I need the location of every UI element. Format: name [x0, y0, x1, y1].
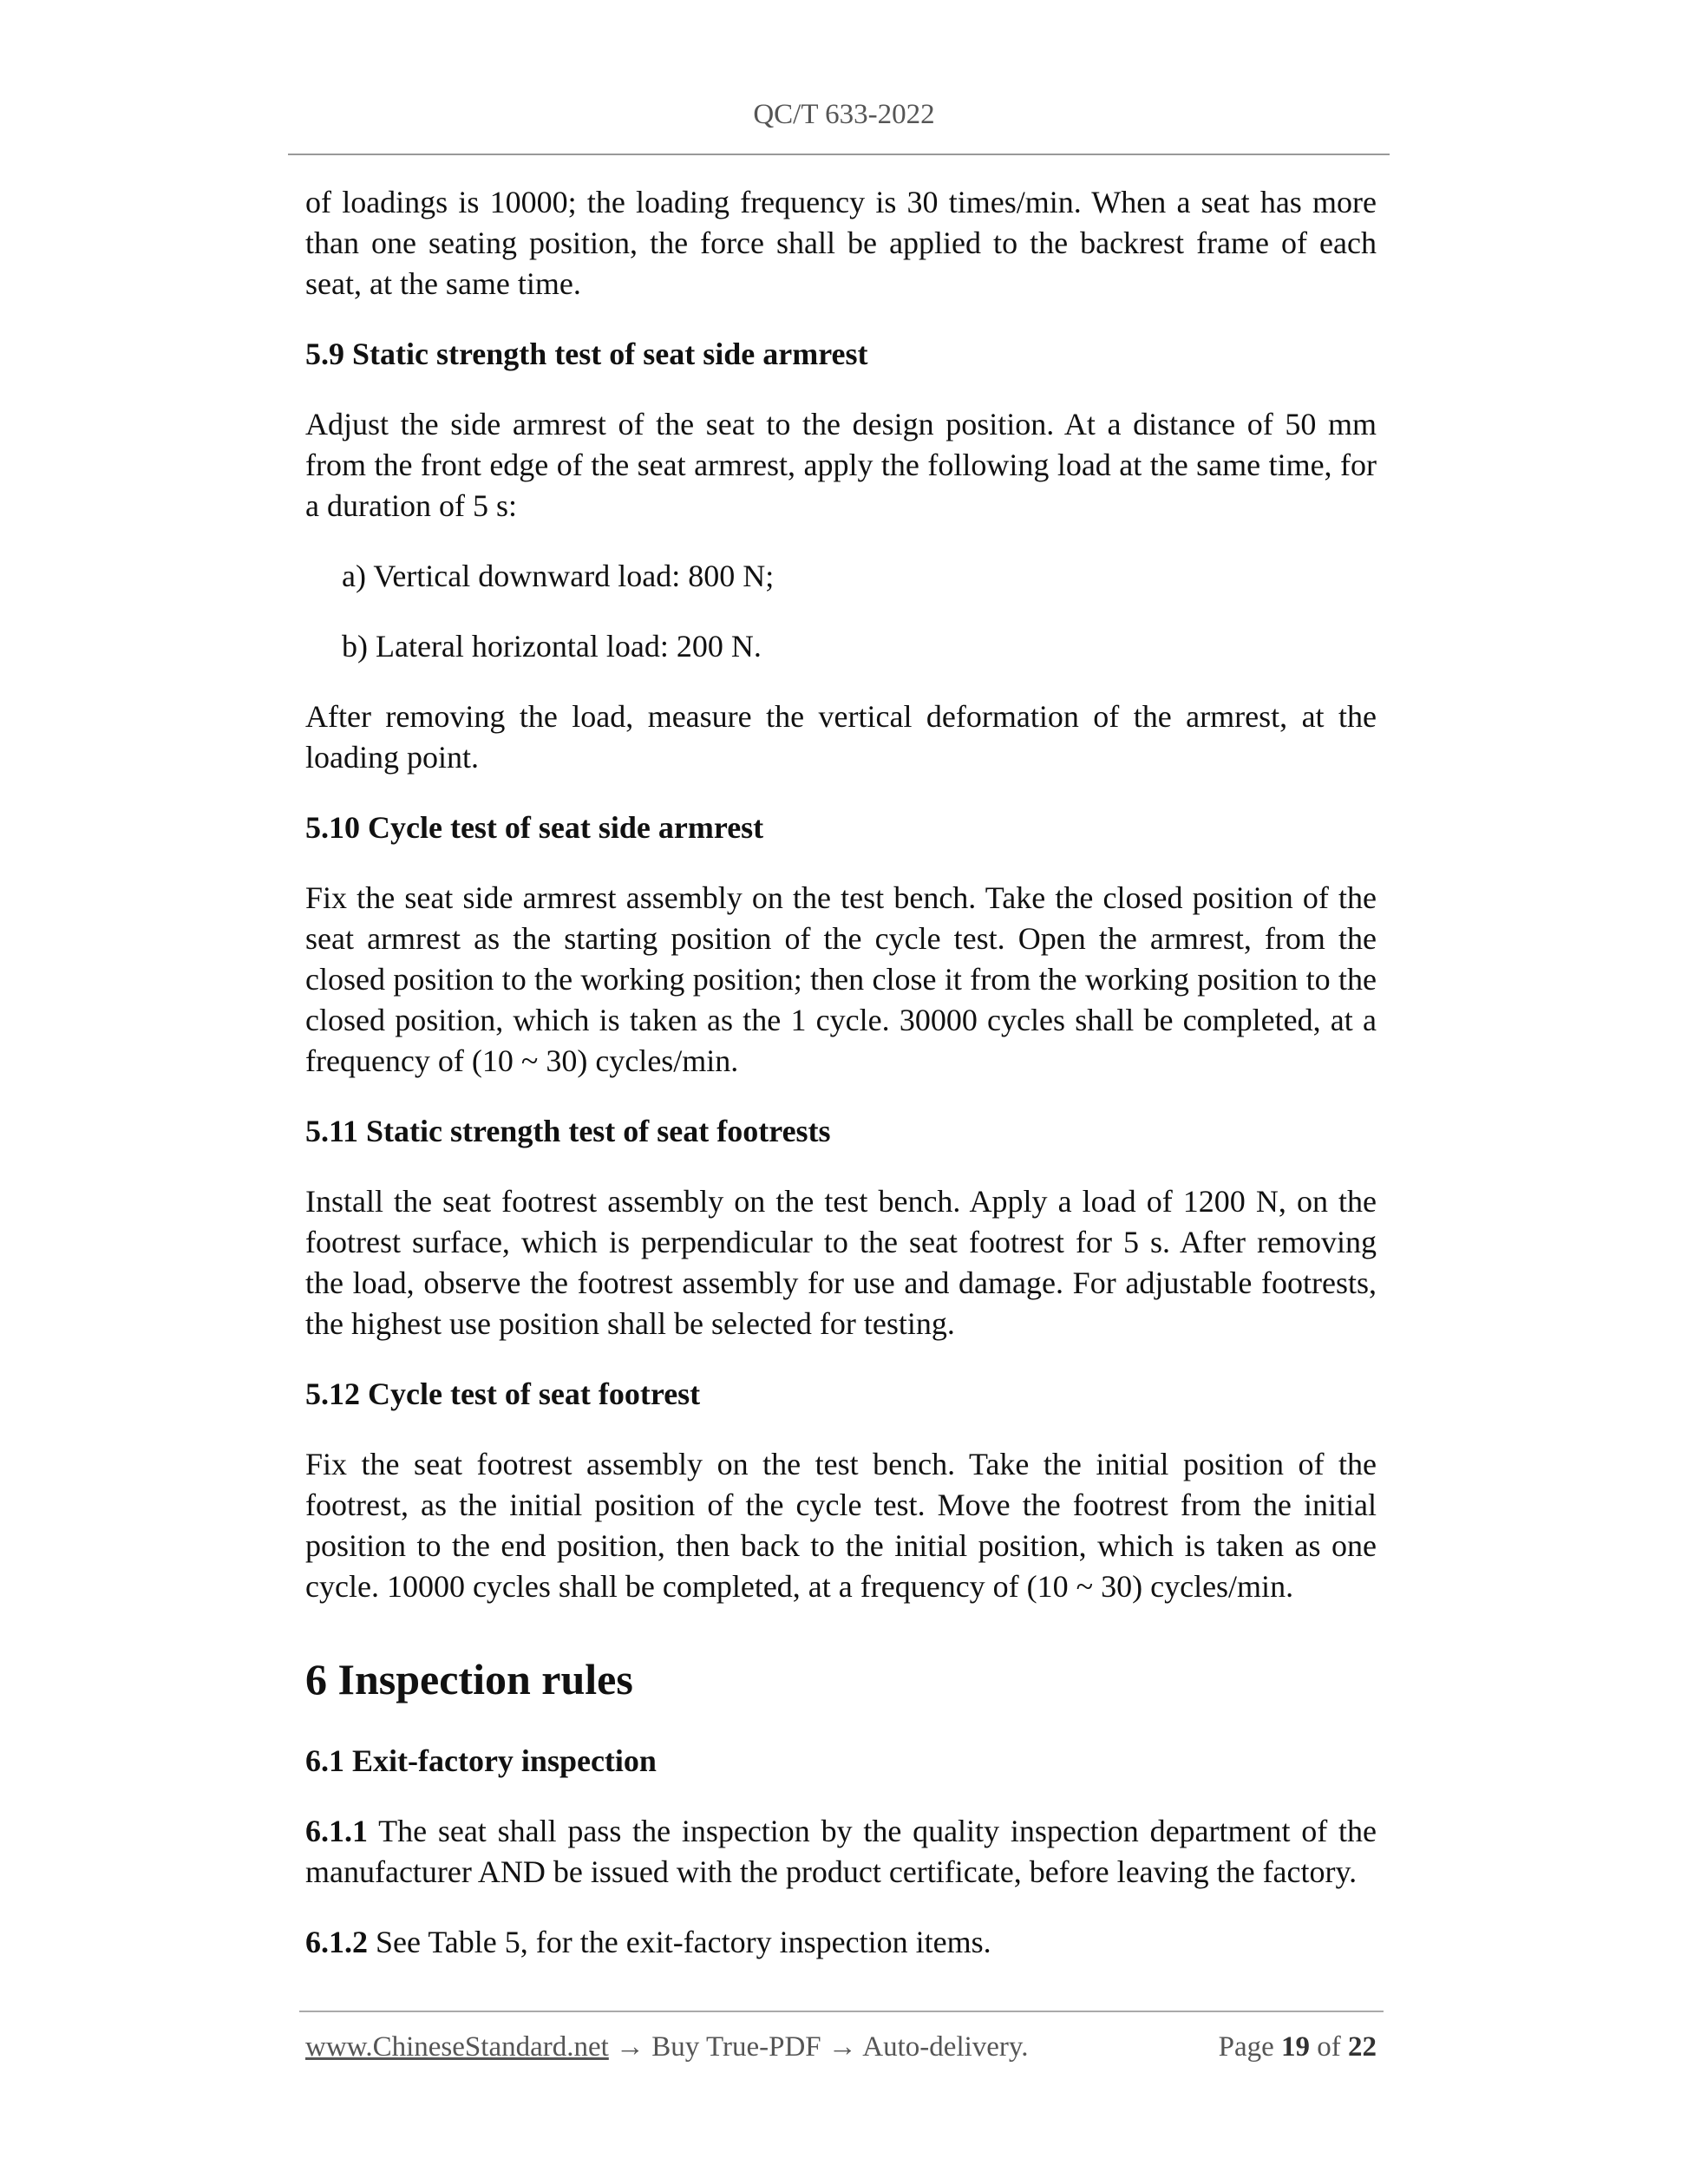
current-page: 19 — [1281, 2031, 1310, 2063]
of-label: of — [1317, 2031, 1341, 2063]
website-link[interactable]: www.ChineseStandard.net — [305, 2031, 609, 2063]
clause-text: See Table 5, for the exit-factory inspection items. — [368, 1925, 991, 1959]
paragraph-5-9-after: After removing the load, measure the vertical deformation of the armrest, at the loading point. — [305, 699, 1377, 775]
clause-6-1-1 — [305, 1811, 1377, 1893]
chapter-heading-6: 6 Inspection rules — [305, 1655, 633, 1703]
section-heading-5-10: 5.10 Cycle test of seat side armrest — [305, 810, 764, 845]
page-content — [305, 182, 1377, 1992]
paragraph-5-11: Install the seat footrest assembly on the test bench. Apply a load of 1200 N, on the footrest surface, which is perpendicular to the seat footrest for 5 s. After removing the load, observe the footrest assembly for use and damage. For adjustable footrests, the highest use position shall be selected for testing. — [305, 1184, 1377, 1341]
clause-number: 6.1.2 — [305, 1925, 368, 1959]
clause-6-1-2 — [305, 1922, 1377, 1963]
paragraph-5-9: Adjust the side armrest of the seat to the design position. At a distance of 50 mm from the front edge of the seat armrest, apply the following load at the same time, for a duration of 5 s: — [305, 407, 1377, 523]
section-heading-6-1: 6.1 Exit-factory inspection — [305, 1743, 657, 1778]
list-item-b: b) Lateral horizontal load: 200 N. — [342, 629, 762, 664]
footer-promo — [305, 2031, 1029, 2063]
page-label: Page — [1218, 2031, 1274, 2063]
paragraph-5-12: Fix the seat footrest assembly on the test bench. Take the initial position of the footrest, as the initial position of the cycle test. Move the footrest from the initial position to the end position, then back to the initial position, which is taken as one cycle. 10000 cycles shall be completed, at a frequency of (10 ~ 30) cycles/min. — [305, 1447, 1377, 1604]
paragraph-5-10: Fix the seat side armrest assembly on the test bench. Take the closed position of the seat armrest as the starting position of the cycle test. Open the armrest, from the closed position to the working position; then close it from the working position to the closed position, which is taken as the 1 cycle. 30000 cycles shall be completed, at a frequency of (10 ~ 30) cycles/min. — [305, 880, 1377, 1078]
total-pages: 22 — [1348, 2031, 1377, 2063]
page-footer — [305, 2031, 1377, 2063]
header-divider — [288, 154, 1390, 155]
paragraph-continued: of loadings is 10000; the loading frequency is 30 times/min. When a seat has more than one seating position, the force shall be applied to the backrest frame of each seat, at the same time. — [305, 185, 1377, 301]
page-header: QC/T 633-2022 — [753, 99, 935, 130]
page-number — [1219, 2031, 1377, 2063]
section-heading-5-12: 5.12 Cycle test of seat footrest — [305, 1376, 701, 1411]
clause-text: The seat shall pass the inspection by the quality inspection department of the manufacturer AND be issued with the product certificate, before leaving the factory. — [305, 1814, 1377, 1889]
footer-divider — [299, 2011, 1384, 2012]
section-heading-5-11: 5.11 Static strength test of seat footrests — [305, 1114, 831, 1148]
footer-promo-text: → Buy True-PDF → Auto-delivery. — [608, 2031, 1029, 2063]
section-heading-5-9: 5.9 Static strength test of seat side armrest — [305, 337, 868, 371]
clause-number: 6.1.1 — [305, 1814, 368, 1848]
list-item-a: a) Vertical downward load: 800 N; — [342, 559, 775, 593]
